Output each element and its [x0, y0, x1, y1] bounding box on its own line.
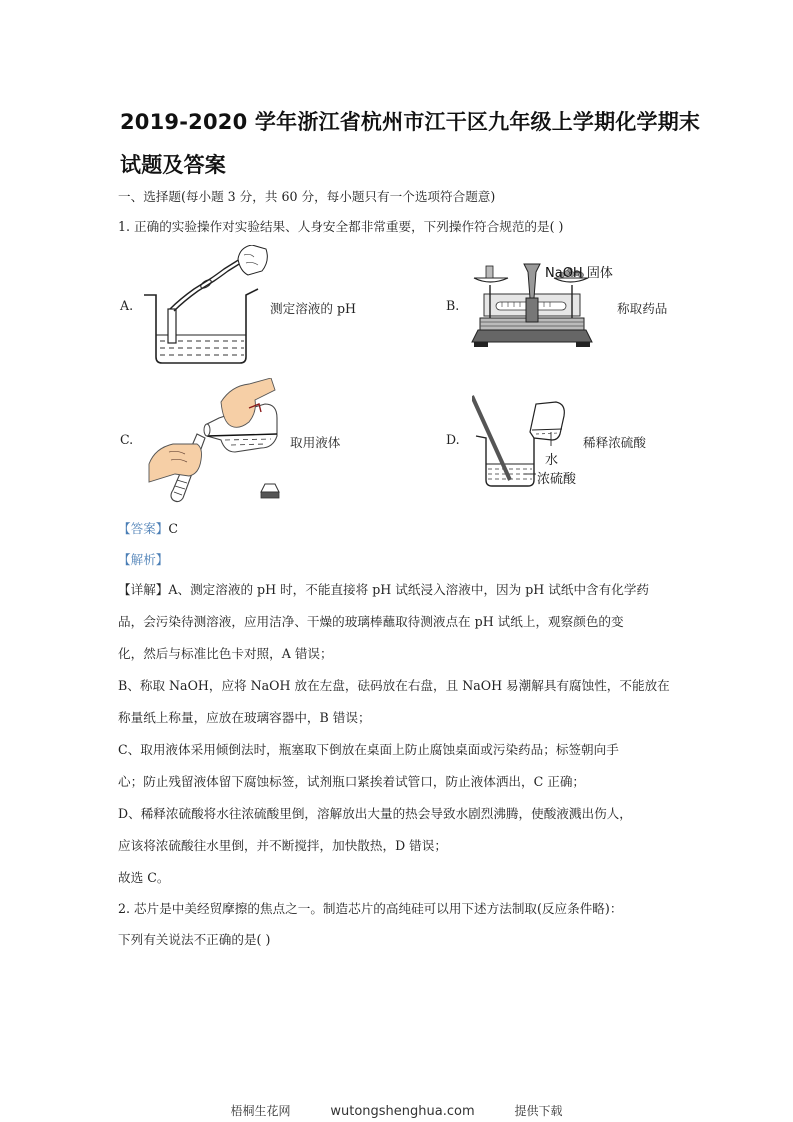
- detail-label: 【详解】: [118, 582, 169, 597]
- question-2-stem-line-1: 2. 芯片是中美经贸摩擦的焦点之一。制造芯片的高纯硅可以用下述方法制取(反应条件略)：: [118, 901, 623, 916]
- option-a-caption: 测定溶液的 pH: [270, 301, 357, 316]
- water-annotation: 水: [545, 453, 559, 468]
- question-1-stem: 1. 正确的实验操作对实验结果、人身安全都非常重要，下列操作符合规范的是( ): [118, 219, 564, 234]
- explanation-line-7: 心；防止残留液体留下腐蚀标签，试剂瓶口紧挨着试管口，防止液体洒出，C 正确；: [118, 774, 586, 789]
- answer-value: C: [168, 521, 179, 536]
- answer-line: [118, 521, 178, 537]
- explanation-line-2: 品，会污染待测溶液，应用洁净、干燥的玻璃棒蘸取待测液点在 pH 试纸上，观察颜色的变: [118, 614, 624, 629]
- document-title-line-1: 2019-2020 学年浙江省杭州市江干区九年级上学期化学期末: [120, 110, 701, 134]
- concentrated-sulfuric-acid-annotation: 浓硫酸: [537, 472, 577, 487]
- option-a-label: A.: [120, 298, 134, 313]
- section-heading: 一、选择题(每小题 3 分，共 60 分，每小题只有一个选项符合题意): [118, 189, 496, 204]
- explanation-line-3: 化，然后与标准比色卡对照，A 错误；: [118, 646, 333, 661]
- explanation-line-5: 称量纸上称量，应放在玻璃容器中，B 错误；: [118, 710, 371, 725]
- option-c-label: C.: [120, 432, 134, 447]
- pouring-liquid-figure: [145, 378, 285, 506]
- option-b-label: B.: [446, 298, 460, 313]
- ph-test-figure: [140, 245, 270, 367]
- document-title-line-2: 试题及答案: [120, 153, 226, 177]
- naoh-solid-annotation: NaOH 固体: [545, 266, 613, 281]
- option-d-label: D.: [446, 432, 460, 447]
- explanation-text: A、测定溶液的 pH 时，不能直接将 pH 试纸浸入溶液中，因为 pH 试纸中含有化学药: [168, 582, 650, 597]
- answer-label: 【答案】: [118, 521, 169, 536]
- explanation-line-8: D、稀释浓硫酸将水往浓硫酸里倒，溶解放出大量的热会导致水剧烈沸腾，使酸液溅出伤人，: [118, 806, 632, 821]
- explanation-line-9: 应该将浓硫酸往水里倒，并不断搅拌，加快散热，D 错误；: [118, 838, 447, 853]
- conclusion-line: 故选 C。: [118, 870, 170, 885]
- explanation-line-1: [118, 582, 649, 598]
- question-2-stem-line-2: 下列有关说法不正确的是( ): [118, 932, 271, 947]
- explanation-line-6: C、取用液体采用倾倒法时，瓶塞取下倒放在桌面上防止腐蚀桌面或污染药品；标签朝向手: [118, 742, 619, 757]
- page-footer: [0, 1102, 793, 1119]
- explanation-line-4: B、称取 NaOH，应将 NaOH 放在左盘，砝码放在右盘，且 NaOH 易潮解具有腐蚀性，不能放在: [118, 678, 670, 693]
- option-b-caption: 称取药品: [617, 301, 668, 316]
- footer-site-url[interactable]: wutongshenghua.com: [330, 1104, 475, 1119]
- footer-note: 提供下载: [514, 1104, 563, 1118]
- option-c-caption: 取用液体: [290, 435, 341, 450]
- option-d-caption: 稀释浓硫酸: [583, 435, 646, 450]
- footer-site-name: 梧桐生花网: [230, 1104, 291, 1118]
- analysis-label: 【解析】: [118, 552, 169, 567]
